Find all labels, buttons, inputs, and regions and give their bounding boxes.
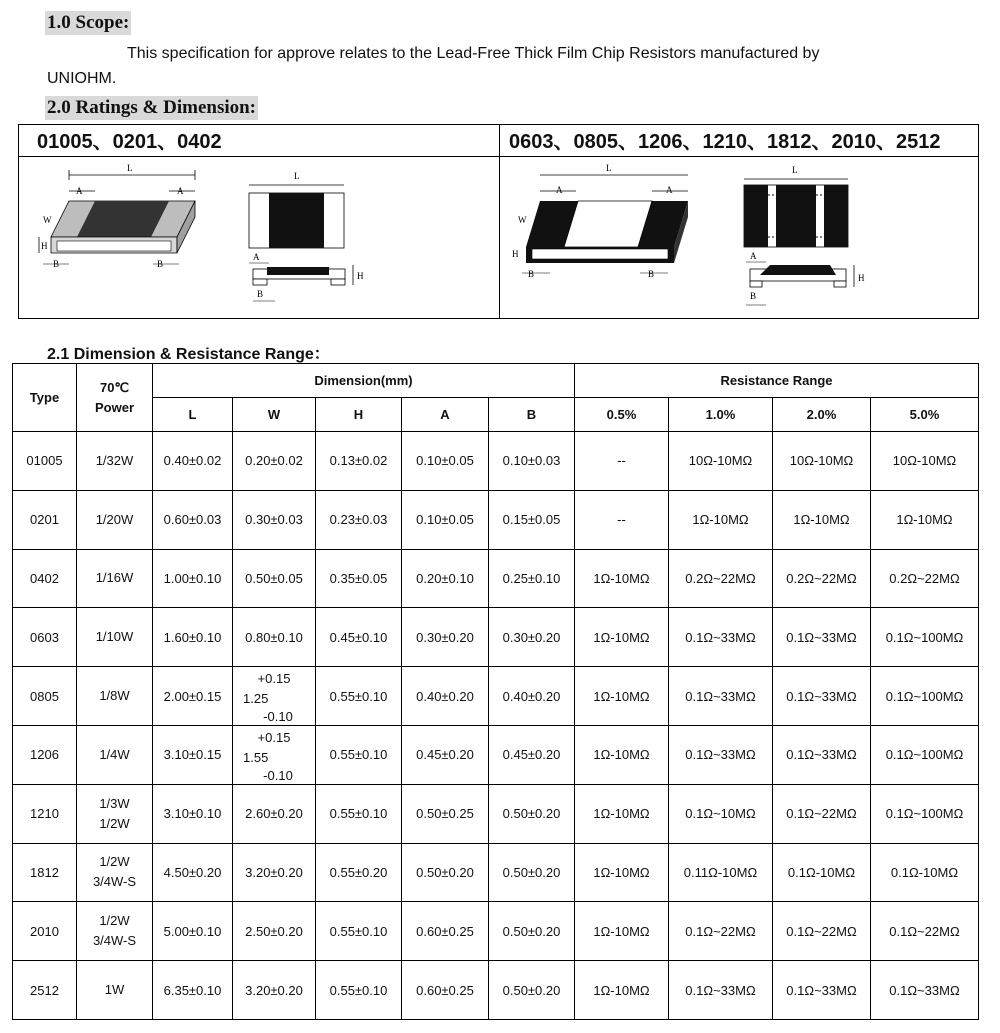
cell-resistance-r05: --: [575, 490, 669, 549]
svg-text:L: L: [792, 165, 798, 175]
cell-dim-b: 0.10±0.03: [489, 432, 575, 491]
large-size-diagram-panel: [500, 125, 978, 318]
cell-resistance-r20: 0.1Ω~33MΩ: [773, 667, 871, 726]
dimension-resistance-table: [12, 363, 979, 1020]
large-chip-top-side-view: [736, 165, 886, 315]
cell-dim-l: 1.00±0.10: [153, 549, 233, 608]
cell-dim-w: 0.80±0.10: [233, 608, 316, 667]
cell-type: 0402: [13, 549, 77, 608]
header-type: Type: [13, 364, 77, 432]
cell-dim-l: 0.40±0.02: [153, 432, 233, 491]
svg-text:A: A: [76, 186, 83, 196]
cell-dim-h: 0.45±0.10: [316, 608, 402, 667]
cell-type: 2512: [13, 961, 77, 1020]
header-dim-w: W: [233, 398, 316, 432]
header-resistance-group: Resistance Range: [575, 364, 979, 398]
cell-dim-a: 0.10±0.05: [402, 490, 489, 549]
header-res-5.0: 5.0%: [871, 398, 979, 432]
cell-dim-b: 0.45±0.20: [489, 725, 575, 784]
cell-dim-b: 0.50±0.20: [489, 902, 575, 961]
cell-dim-b: 0.25±0.10: [489, 549, 575, 608]
cell-type: 2010: [13, 902, 77, 961]
svg-text:H: H: [512, 249, 519, 259]
scope-text-line2: UNIOHM.: [47, 70, 117, 87]
header-dim-h: H: [316, 398, 402, 432]
cell-dim-b: 0.30±0.20: [489, 608, 575, 667]
svg-text:W: W: [518, 215, 527, 225]
cell-resistance-r50: 1Ω-10MΩ: [871, 490, 979, 549]
cell-dim-l: 2.00±0.15: [153, 667, 233, 726]
svg-text:A: A: [177, 186, 184, 196]
table-row: [13, 961, 979, 1020]
cell-resistance-r50: 0.1Ω~22MΩ: [871, 902, 979, 961]
cell-resistance-r50: 0.1Ω~100MΩ: [871, 784, 979, 843]
cell-resistance-r20: 0.1Ω~33MΩ: [773, 961, 871, 1020]
cell-resistance-r50: 0.1Ω~33MΩ: [871, 961, 979, 1020]
svg-text:B: B: [750, 291, 757, 301]
cell-dim-w: +0.15 1.55 -0.10: [233, 725, 316, 784]
header-res-2.0: 2.0%: [773, 398, 871, 432]
cell-power: 1W: [77, 961, 153, 1020]
table-row: [13, 843, 979, 902]
svg-text:A: A: [253, 252, 260, 262]
cell-dim-l: 1.60±0.10: [153, 608, 233, 667]
large-size-types-title: 0603、0805、1206、1210、1812、2010、2512: [500, 127, 978, 157]
table-row: [13, 608, 979, 667]
cell-type: 0805: [13, 667, 77, 726]
cell-resistance-r10: 1Ω-10MΩ: [669, 490, 773, 549]
svg-text:B: B: [257, 289, 264, 299]
cell-power: 1/32W: [77, 432, 153, 491]
header-dimension-group: Dimension(mm): [153, 364, 575, 398]
table-row: [13, 902, 979, 961]
cell-resistance-r50: 0.1Ω~100MΩ: [871, 667, 979, 726]
cell-resistance-r20: 0.2Ω~22MΩ: [773, 549, 871, 608]
svg-text:L: L: [127, 163, 133, 173]
cell-resistance-r20: 0.1Ω~22MΩ: [773, 902, 871, 961]
cell-type: 01005: [13, 432, 77, 491]
cell-resistance-r05: 1Ω-10MΩ: [575, 961, 669, 1020]
cell-dim-l: 3.10±0.15: [153, 725, 233, 784]
cell-resistance-r10: 0.1Ω~33MΩ: [669, 667, 773, 726]
cell-dim-w: 2.50±0.20: [233, 902, 316, 961]
header-dim-b: B: [489, 398, 575, 432]
cell-dim-w: +0.15 1.25 -0.10: [233, 667, 316, 726]
header-res-0.5: 0.5%: [575, 398, 669, 432]
cell-dim-h: 0.55±0.20: [316, 843, 402, 902]
svg-text:H: H: [858, 273, 865, 283]
cell-resistance-r20: 1Ω-10MΩ: [773, 490, 871, 549]
dimension-diagram-box: [18, 124, 979, 319]
cell-resistance-r10: 0.1Ω~10MΩ: [669, 784, 773, 843]
cell-resistance-r50: 0.2Ω~22MΩ: [871, 549, 979, 608]
scope-heading: 1.0 Scope:: [47, 12, 130, 33]
cell-resistance-r50: 0.1Ω~100MΩ: [871, 608, 979, 667]
svg-text:B: B: [528, 269, 535, 279]
header-res-1.0: 1.0%: [669, 398, 773, 432]
cell-dim-h: 0.23±0.03: [316, 490, 402, 549]
svg-text:L: L: [294, 171, 300, 181]
scope-text-line1: This specification for approve relates to the Lead-Free Thick Film Chip Resistors manufactured by: [127, 45, 820, 62]
cell-resistance-r50: 0.1Ω~100MΩ: [871, 725, 979, 784]
cell-resistance-r05: 1Ω-10MΩ: [575, 843, 669, 902]
cell-type: 0603: [13, 608, 77, 667]
cell-dim-h: 0.35±0.05: [316, 549, 402, 608]
cell-dim-l: 0.60±0.03: [153, 490, 233, 549]
cell-dim-h: 0.55±0.10: [316, 784, 402, 843]
cell-power: 1/3W 1/2W: [77, 784, 153, 843]
cell-dim-w: 0.50±0.05: [233, 549, 316, 608]
cell-dim-b: 0.50±0.20: [489, 843, 575, 902]
ratings-heading: 2.0 Ratings & Dimension:: [47, 97, 257, 118]
cell-dim-l: 3.10±0.10: [153, 784, 233, 843]
cell-type: 1812: [13, 843, 77, 902]
svg-text:A: A: [666, 185, 673, 195]
svg-text:B: B: [648, 269, 655, 279]
svg-text:L: L: [606, 163, 612, 173]
small-size-types-title: 01005、0201、0402: [19, 127, 499, 157]
cell-dim-l: 6.35±0.10: [153, 961, 233, 1020]
cell-resistance-r10: 0.2Ω~22MΩ: [669, 549, 773, 608]
cell-resistance-r20: 0.1Ω~33MΩ: [773, 608, 871, 667]
cell-dim-a: 0.50±0.25: [402, 784, 489, 843]
cell-power: 1/20W: [77, 490, 153, 549]
small-size-diagram-panel: [19, 125, 500, 318]
cell-resistance-r05: 1Ω-10MΩ: [575, 667, 669, 726]
cell-power: 1/16W: [77, 549, 153, 608]
cell-power: 1/2W 3/4W-S: [77, 843, 153, 902]
cell-power: 1/10W: [77, 608, 153, 667]
svg-text:H: H: [357, 271, 364, 281]
cell-type: 0201: [13, 490, 77, 549]
svg-text:W: W: [43, 215, 52, 225]
small-chip-top-side-view: [239, 165, 389, 310]
cell-dim-h: 0.55±0.10: [316, 667, 402, 726]
cell-resistance-r05: --: [575, 432, 669, 491]
cell-resistance-r50: 10Ω-10MΩ: [871, 432, 979, 491]
cell-resistance-r05: 1Ω-10MΩ: [575, 608, 669, 667]
cell-dim-a: 0.10±0.05: [402, 432, 489, 491]
cell-resistance-r05: 1Ω-10MΩ: [575, 784, 669, 843]
cell-resistance-r20: 0.1Ω-10MΩ: [773, 843, 871, 902]
svg-text:B: B: [53, 259, 60, 269]
cell-dim-b: 0.50±0.20: [489, 961, 575, 1020]
large-chip-3d-drawing: [506, 161, 706, 281]
cell-dim-b: 0.15±0.05: [489, 490, 575, 549]
table-row: [13, 725, 979, 784]
small-chip-3d-drawing: [29, 161, 229, 276]
svg-text:A: A: [556, 185, 563, 195]
cell-resistance-r10: 0.1Ω~22MΩ: [669, 902, 773, 961]
cell-resistance-r10: 10Ω-10MΩ: [669, 432, 773, 491]
cell-dim-a: 0.40±0.20: [402, 667, 489, 726]
cell-dim-w: 0.30±0.03: [233, 490, 316, 549]
svg-text:H: H: [41, 241, 48, 251]
svg-text:A: A: [750, 251, 757, 261]
cell-dim-l: 4.50±0.20: [153, 843, 233, 902]
cell-resistance-r05: 1Ω-10MΩ: [575, 902, 669, 961]
cell-resistance-r10: 0.1Ω~33MΩ: [669, 608, 773, 667]
cell-resistance-r20: 0.1Ω~33MΩ: [773, 725, 871, 784]
table-row: [13, 549, 979, 608]
cell-dim-a: 0.45±0.20: [402, 725, 489, 784]
cell-resistance-r05: 1Ω-10MΩ: [575, 725, 669, 784]
cell-type: 1210: [13, 784, 77, 843]
cell-resistance-r20: 10Ω-10MΩ: [773, 432, 871, 491]
cell-dim-a: 0.60±0.25: [402, 961, 489, 1020]
cell-dim-a: 0.60±0.25: [402, 902, 489, 961]
cell-power: 1/8W: [77, 667, 153, 726]
cell-dim-w: 2.60±0.20: [233, 784, 316, 843]
cell-resistance-r10: 0.1Ω~33MΩ: [669, 961, 773, 1020]
header-power: 70℃ Power: [77, 364, 153, 432]
table-row: [13, 784, 979, 843]
cell-power: 1/4W: [77, 725, 153, 784]
svg-text:B: B: [157, 259, 164, 269]
cell-dim-w: 3.20±0.20: [233, 843, 316, 902]
cell-resistance-r05: 1Ω-10MΩ: [575, 549, 669, 608]
cell-dim-h: 0.55±0.10: [316, 902, 402, 961]
header-dim-a: A: [402, 398, 489, 432]
table-row: [13, 667, 979, 726]
cell-resistance-r10: 0.11Ω-10MΩ: [669, 843, 773, 902]
cell-dim-a: 0.30±0.20: [402, 608, 489, 667]
table-row: [13, 490, 979, 549]
table-row: [13, 432, 979, 491]
cell-power: 1/2W 3/4W-S: [77, 902, 153, 961]
cell-dim-l: 5.00±0.10: [153, 902, 233, 961]
cell-dim-b: 0.50±0.20: [489, 784, 575, 843]
cell-dim-w: 0.20±0.02: [233, 432, 316, 491]
cell-dim-h: 0.55±0.10: [316, 725, 402, 784]
cell-resistance-r10: 0.1Ω~33MΩ: [669, 725, 773, 784]
cell-resistance-r50: 0.1Ω-10MΩ: [871, 843, 979, 902]
cell-dim-a: 0.50±0.20: [402, 843, 489, 902]
cell-dim-a: 0.20±0.10: [402, 549, 489, 608]
cell-resistance-r20: 0.1Ω~22MΩ: [773, 784, 871, 843]
header-dim-l: L: [153, 398, 233, 432]
cell-type: 1206: [13, 725, 77, 784]
cell-dim-h: 0.55±0.10: [316, 961, 402, 1020]
cell-dim-w: 3.20±0.20: [233, 961, 316, 1020]
cell-dim-h: 0.13±0.02: [316, 432, 402, 491]
dimension-resistance-heading: 2.1 Dimension & Resistance Range：: [47, 346, 330, 363]
cell-dim-b: 0.40±0.20: [489, 667, 575, 726]
